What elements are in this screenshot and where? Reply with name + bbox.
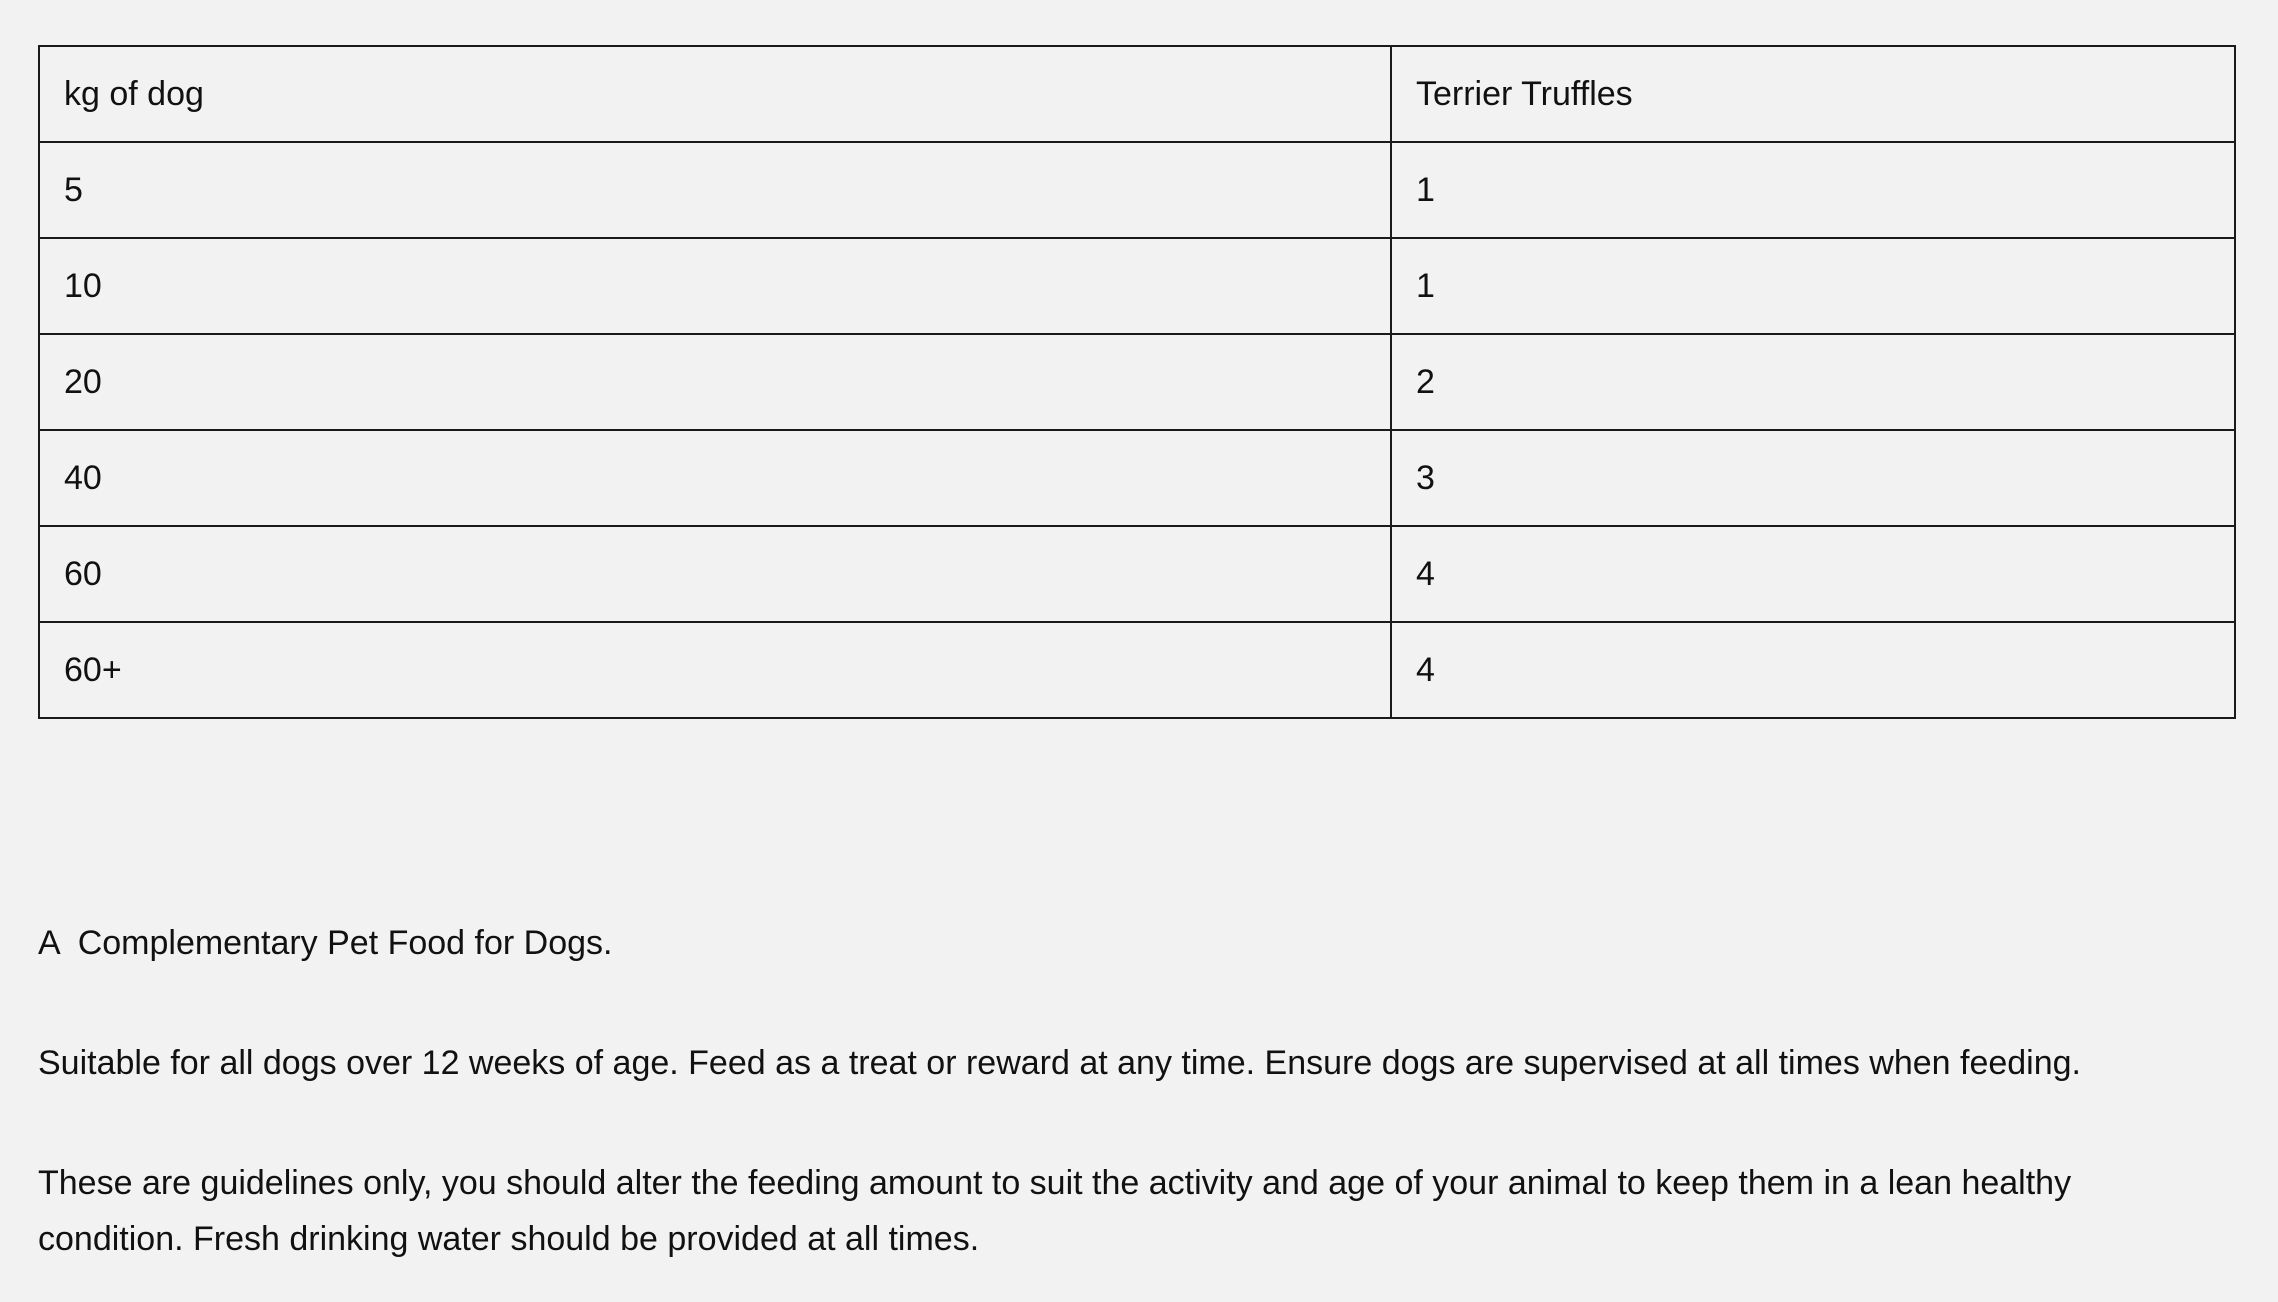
table-row (39, 334, 2235, 430)
cell-amount: 1 (1391, 238, 2235, 334)
table-row (39, 622, 2235, 718)
cell-amount: 4 (1391, 622, 2235, 718)
cell-amount: 4 (1391, 526, 2235, 622)
product-type-text: A Complementary Pet Food for Dogs. (38, 924, 613, 962)
cell-amount: 1 (1391, 142, 2235, 238)
header-dog-weight: kg of dog (39, 46, 1391, 142)
cell-dog-weight: 60+ (39, 622, 1391, 718)
cell-amount: 3 (1391, 430, 2235, 526)
cell-dog-weight: 5 (39, 142, 1391, 238)
cell-dog-weight: 20 (39, 334, 1391, 430)
feeding-guide-table (38, 45, 2236, 719)
cell-dog-weight: 40 (39, 430, 1391, 526)
header-product: Terrier Truffles (1391, 46, 2235, 142)
table-row (39, 526, 2235, 622)
table-row (39, 430, 2235, 526)
table-header-row (39, 46, 2235, 142)
cell-dog-weight: 60 (39, 526, 1391, 622)
suitability-text: Suitable for all dogs over 12 weeks of age. Feed as a treat or reward at any time. Ensure dogs are supervised at all times when feeding. (38, 1044, 2082, 1082)
guidelines-text: These are guidelines only, you should alter the feeding amount to suit the activity and age of your animal to keep them in a lean healthy condition. Fresh drinking water should be provided at all times. (38, 1164, 2072, 1258)
cell-amount: 2 (1391, 334, 2235, 430)
cell-dog-weight: 10 (39, 238, 1391, 334)
table-row (39, 238, 2235, 334)
table-row (39, 142, 2235, 238)
product-description (38, 915, 2218, 1267)
